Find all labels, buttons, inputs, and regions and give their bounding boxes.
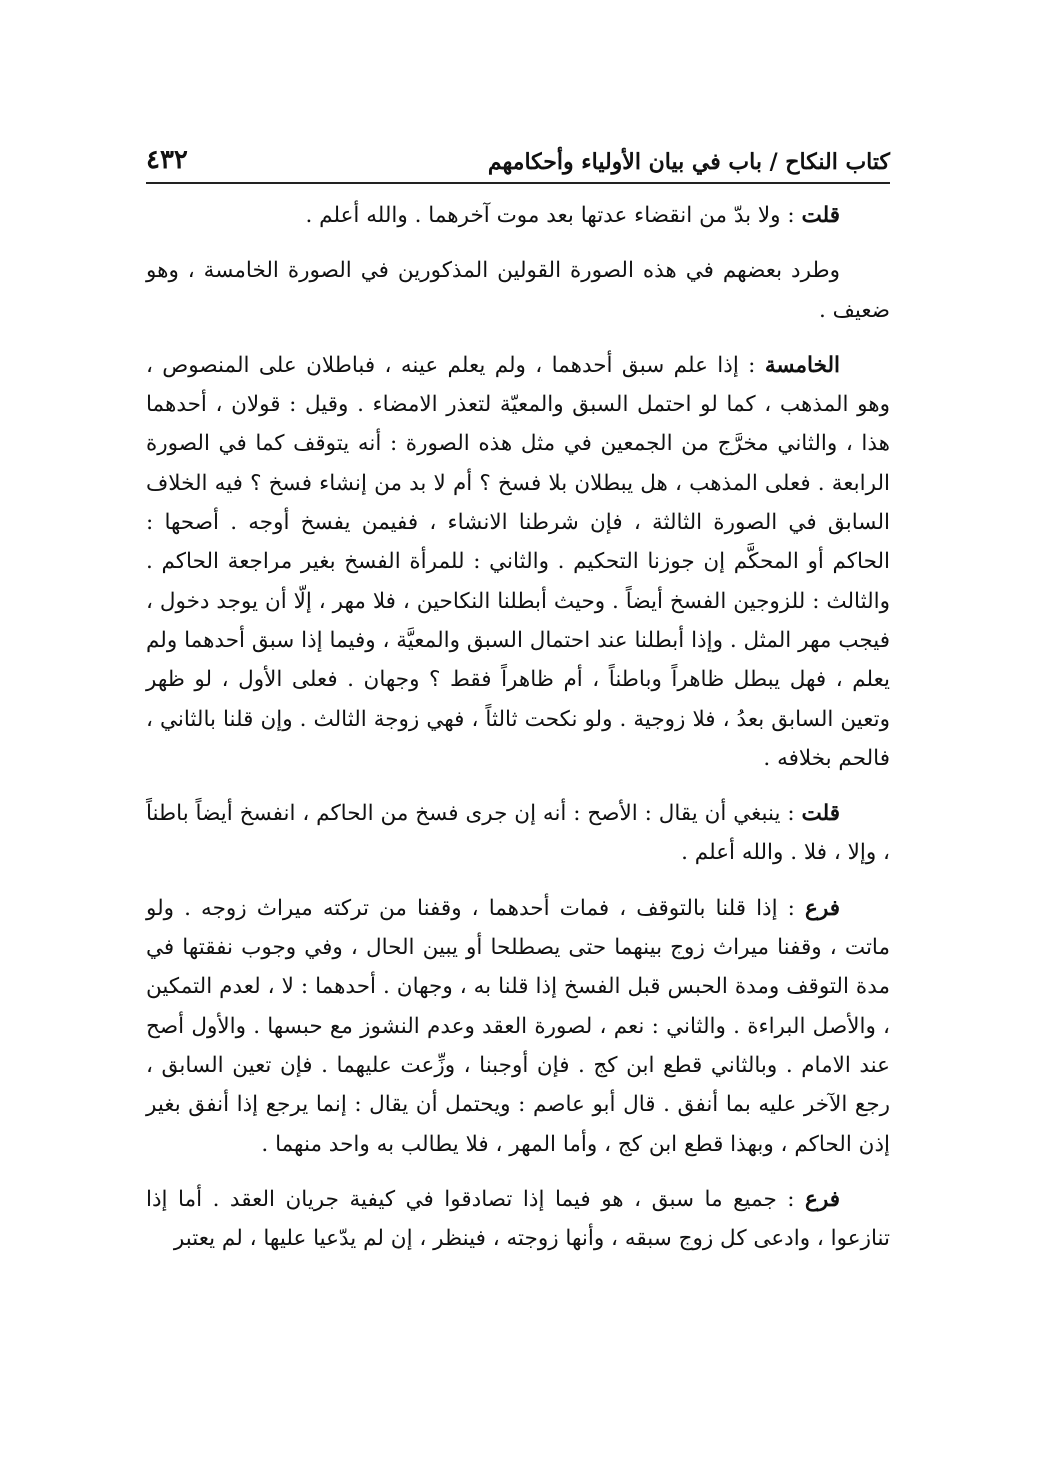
paragraph-khamisa <box>146 346 890 778</box>
paragraph-lead: فرع <box>805 895 840 921</box>
page-header <box>146 125 890 175</box>
paragraph-lead: الخامسة <box>764 352 840 378</box>
paragraph-text: : إذا قلنا بالتوقف ، فمات أحدهما ، وقفنا من تركته ميراث زوجه . ولو ماتت ، وقفنا ميراث زوج بينهما حتى يصطلحا أو يبين الحال ، وفي وجوب نفقتها في مدة التوقف ومدة الحبس قبل الفسخ إذا قلنا به ، وجهان . أحدهما : لا ، لعدم التمكين ، والأصل البراءة . والثاني : نعم ، لصورة العقد وعدم النشوز مع حبسها . والأول أصح عند الامام . وبالثاني قطع ابن كج . فإن أوجبنا ، وزِّعت عليهما . فإن تعين السابق ، رجع الآخر عليه بما أنفق . قال أبو عاصم : ويحتمل أن يقال : إنما يرجع إذا أنفق بغير إذن الحاكم ، وبهذا قطع ابن كج ، وأما المهر ، فلا يطالب به واحد منهما . <box>146 895 890 1157</box>
paragraph-qult-2 <box>146 794 890 873</box>
paragraph-qult-1 <box>146 196 890 235</box>
paragraph-text: : ولا بدّ من انقضاء عدتها بعد موت آخرهما . والله أعلم . <box>305 203 802 228</box>
paragraph-text: : ينبغي أن يقال : الأصح : أنه إن جرى فسخ من الحاكم ، انفسخ أيضاً باطناً ، وإلا ، فلا . والله أعلم . <box>146 801 890 866</box>
paragraph-far-2 <box>146 1180 890 1259</box>
paragraph-tard <box>146 251 890 330</box>
header-rule <box>146 182 890 184</box>
page-number: ٤٣٢ <box>146 145 188 175</box>
paragraph-lead: فرع <box>805 1186 840 1212</box>
paragraph-text: وطرد بعضهم في هذه الصورة القولين المذكورين في الصورة الخامسة ، وهو ضعيف . <box>146 258 890 323</box>
paragraph-far-1 <box>146 889 890 1164</box>
running-title: كتاب النكاح / باب في بيان الأولياء وأحكامهم <box>487 149 890 175</box>
body-text <box>146 196 890 1274</box>
paragraph-text: : إذا علم سبق أحدهما ، ولم يعلم عينه ، فباطلان على المنصوص ، وهو المذهب ، كما لو احتمل السبق والمعيّة لتعذر الامضاء . وقيل : قولان ، أحدهما هذا ، والثاني مخرَّج من الجمعين في مثل هذه الصورة : أنه يتوقف كما في الصورة الرابعة . فعلى المذهب ، هل يبطلان بلا فسخ ؟ أم لا بد من إنشاء فسخ ؟ فيه الخلاف السابق في الصورة الثالثة ، فإن شرطنا الانشاء ، ففيمن يفسخ أوجه . أصحها : الحاكم أو المحكَّم إن جوزنا التحكيم . والثاني : للمرأة الفسخ بغير مراجعة الحاكم . والثالث : للزوجين الفسخ أيضاً . وحيث أبطلنا النكاحين ، فلا مهر ، إلّا أن يوجد دخول ، فيجب مهر المثل . وإذا أبطلنا عند احتمال السبق والمعيَّة ، وفيما إذا سبق أحدهما ولم يعلم ، فهل يبطل ظاهراً وباطناً ، أم ظاهراً فقط ؟ وجهان . فعلى الأول ، لو ظهر وتعين السابق بعدُ ، فلا زوجية . ولو نكحت ثالثاً ، فهي زوجة الثالث . وإن قلنا بالثاني ، فالحم بخلافه . <box>146 352 890 771</box>
paragraph-lead: قلت <box>801 203 840 228</box>
paragraph-lead: قلت <box>801 801 840 827</box>
paragraph-text: : جميع ما سبق ، هو فيما إذا تصادقوا في كيفية جريان العقد . أما إذا تنازعوا ، وادعى كل زوج سبقه ، وأنها زوجته ، فينظر ، إن لم يدّعيا عليها ، لم يعتبر <box>146 1186 890 1252</box>
